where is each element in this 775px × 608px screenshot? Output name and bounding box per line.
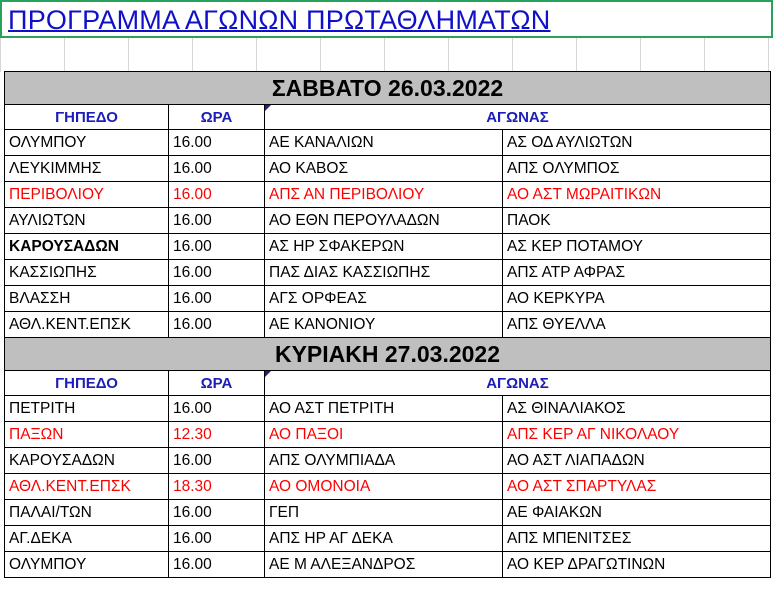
- home-team-cell[interactable]: ΑΟ ΟΜΟΝΟΙΑ: [265, 474, 503, 500]
- table-row: [5, 234, 771, 260]
- comment-indicator-icon: [265, 105, 271, 111]
- header-venue[interactable]: ΓΗΠΕΔΟ: [5, 105, 169, 130]
- time-cell[interactable]: 16.00: [169, 526, 265, 552]
- day-row: [5, 72, 771, 105]
- home-team-cell[interactable]: ΑΣ ΗΡ ΣΦΑΚΕΡΩΝ: [265, 234, 503, 260]
- venue-cell[interactable]: ΚΑΣΣΙΩΠΗΣ: [5, 260, 169, 286]
- venue-cell[interactable]: ΒΛΑΣΣΗ: [5, 286, 169, 312]
- home-team-cell[interactable]: ΑΟ ΑΣΤ ΠΕΤΡΙΤΗ: [265, 396, 503, 422]
- venue-cell[interactable]: ΚΑΡΟΥΣΑΔΩΝ: [5, 234, 169, 260]
- table-row: [5, 156, 771, 182]
- away-team-cell[interactable]: ΑΟ ΑΣΤ ΛΙΑΠΑΔΩΝ: [503, 448, 771, 474]
- page-title: ΠΡΟΓΡΑΜΜΑ ΑΓΩΝΩΝ ΠΡΩΤΑΘΛΗΜΑΤΩΝ: [8, 5, 551, 35]
- table-row: [5, 422, 771, 448]
- time-cell[interactable]: 16.00: [169, 208, 265, 234]
- time-cell[interactable]: 16.00: [169, 312, 265, 338]
- header-match[interactable]: ΑΓΩΝΑΣ: [265, 371, 771, 396]
- venue-cell[interactable]: ΠΑΛΑΙ/ΤΩΝ: [5, 500, 169, 526]
- venue-cell[interactable]: ΑΘΛ.ΚΕΝΤ.ΕΠΣΚ: [5, 312, 169, 338]
- time-cell[interactable]: 16.00: [169, 260, 265, 286]
- time-cell[interactable]: 16.00: [169, 396, 265, 422]
- away-team-cell[interactable]: ΑΟ ΚΕΡ ΔΡΑΓΩΤΙΝΩΝ: [503, 552, 771, 578]
- home-team-cell[interactable]: ΠΑΣ ΔΙΑΣ ΚΑΣΣΙΩΠΗΣ: [265, 260, 503, 286]
- sheet-gridlines: [0, 38, 775, 72]
- away-team-cell[interactable]: ΑΠΣ ΚΕΡ ΑΓ ΝΙΚΟΛΑΟΥ: [503, 422, 771, 448]
- away-team-cell[interactable]: ΑΟ ΚΕΡΚΥΡΑ: [503, 286, 771, 312]
- time-cell[interactable]: 18.30: [169, 474, 265, 500]
- table-row: [5, 208, 771, 234]
- venue-cell[interactable]: ΟΛΥΜΠΟΥ: [5, 552, 169, 578]
- header-time[interactable]: ΩΡΑ: [169, 105, 265, 130]
- table-row: [5, 260, 771, 286]
- table-row: [5, 474, 771, 500]
- venue-cell[interactable]: ΚΑΡΟΥΣΑΔΩΝ: [5, 448, 169, 474]
- table-row: [5, 552, 771, 578]
- home-team-cell[interactable]: ΑΟ ΕΘΝ ΠΕΡΟΥΛΑΔΩΝ: [265, 208, 503, 234]
- home-team-cell[interactable]: ΓΕΠ: [265, 500, 503, 526]
- venue-cell[interactable]: ΛΕΥΚΙΜΜΗΣ: [5, 156, 169, 182]
- away-team-cell[interactable]: ΠΑΟΚ: [503, 208, 771, 234]
- table-row: [5, 312, 771, 338]
- away-team-cell[interactable]: ΑΠΣ ΜΠΕΝΙΤΣΕΣ: [503, 526, 771, 552]
- away-team-cell[interactable]: ΑΟ ΑΣΤ ΣΠΑΡΤΥΛΑΣ: [503, 474, 771, 500]
- venue-cell[interactable]: ΠΕΡΙΒΟΛΙΟΥ: [5, 182, 169, 208]
- table-row: [5, 182, 771, 208]
- time-cell[interactable]: 16.00: [169, 156, 265, 182]
- home-team-cell[interactable]: ΑΓΣ ΟΡΦΕΑΣ: [265, 286, 503, 312]
- away-team-cell[interactable]: ΑΣ ΟΔ ΑΥΛΙΩΤΩΝ: [503, 130, 771, 156]
- day-heading[interactable]: ΣΑΒΒΑΤΟ 26.03.2022: [5, 72, 771, 105]
- away-team-cell[interactable]: ΑΠΣ ΑΤΡ ΑΦΡΑΣ: [503, 260, 771, 286]
- home-team-cell[interactable]: ΑΟ ΚΑΒΟΣ: [265, 156, 503, 182]
- venue-cell[interactable]: ΟΛΥΜΠΟΥ: [5, 130, 169, 156]
- time-cell[interactable]: 16.00: [169, 448, 265, 474]
- header-match[interactable]: ΑΓΩΝΑΣ: [265, 105, 771, 130]
- time-cell[interactable]: 16.00: [169, 500, 265, 526]
- time-cell[interactable]: 16.00: [169, 234, 265, 260]
- away-team-cell[interactable]: ΑΕ ΦΑΙΑΚΩΝ: [503, 500, 771, 526]
- home-team-cell[interactable]: ΑΕ ΚΑΝΟΝΙΟΥ: [265, 312, 503, 338]
- time-cell[interactable]: 16.00: [169, 130, 265, 156]
- title-box: [0, 0, 773, 36]
- table-row: [5, 448, 771, 474]
- header-venue[interactable]: ΓΗΠΕΔΟ: [5, 371, 169, 396]
- column-header-row: [5, 371, 771, 396]
- schedule-table: [4, 71, 771, 578]
- header-time[interactable]: ΩΡΑ: [169, 371, 265, 396]
- away-team-cell[interactable]: ΑΠΣ ΘΥΕΛΛΑ: [503, 312, 771, 338]
- column-header-row: [5, 105, 771, 130]
- venue-cell[interactable]: ΑΘΛ.ΚΕΝΤ.ΕΠΣΚ: [5, 474, 169, 500]
- home-team-cell[interactable]: ΑΕ Μ ΑΛΕΞΑΝΔΡΟΣ: [265, 552, 503, 578]
- day-row: [5, 338, 771, 371]
- venue-cell[interactable]: ΑΥΛΙΩΤΩΝ: [5, 208, 169, 234]
- home-team-cell[interactable]: ΑΟ ΠΑΞΟΙ: [265, 422, 503, 448]
- venue-cell[interactable]: ΑΓ.ΔΕΚΑ: [5, 526, 169, 552]
- table-row: [5, 286, 771, 312]
- table-row: [5, 130, 771, 156]
- away-team-cell[interactable]: ΑΣ ΚΕΡ ΠΟΤΑΜΟΥ: [503, 234, 771, 260]
- table-row: [5, 396, 771, 422]
- day-heading[interactable]: ΚΥΡΙΑΚΗ 27.03.2022: [5, 338, 771, 371]
- home-team-cell[interactable]: ΑΠΣ ΗΡ ΑΓ ΔΕΚΑ: [265, 526, 503, 552]
- home-team-cell[interactable]: ΑΠΣ ΑΝ ΠΕΡΙΒΟΛΙΟΥ: [265, 182, 503, 208]
- time-cell[interactable]: 12.30: [169, 422, 265, 448]
- away-team-cell[interactable]: ΑΟ ΑΣΤ ΜΩΡΑΙΤΙΚΩΝ: [503, 182, 771, 208]
- comment-indicator-icon: [265, 371, 271, 377]
- table-row: [5, 526, 771, 552]
- time-cell[interactable]: 16.00: [169, 182, 265, 208]
- time-cell[interactable]: 16.00: [169, 552, 265, 578]
- time-cell[interactable]: 16.00: [169, 286, 265, 312]
- venue-cell[interactable]: ΠΑΞΩΝ: [5, 422, 169, 448]
- away-team-cell[interactable]: ΑΣ ΘΙΝΑΛΙΑΚΟΣ: [503, 396, 771, 422]
- table-row: [5, 500, 771, 526]
- home-team-cell[interactable]: ΑΠΣ ΟΛΥΜΠΙΑΔΑ: [265, 448, 503, 474]
- venue-cell[interactable]: ΠΕΤΡΙΤΗ: [5, 396, 169, 422]
- away-team-cell[interactable]: ΑΠΣ ΟΛΥΜΠΟΣ: [503, 156, 771, 182]
- home-team-cell[interactable]: ΑΕ ΚΑΝΑΛΙΩΝ: [265, 130, 503, 156]
